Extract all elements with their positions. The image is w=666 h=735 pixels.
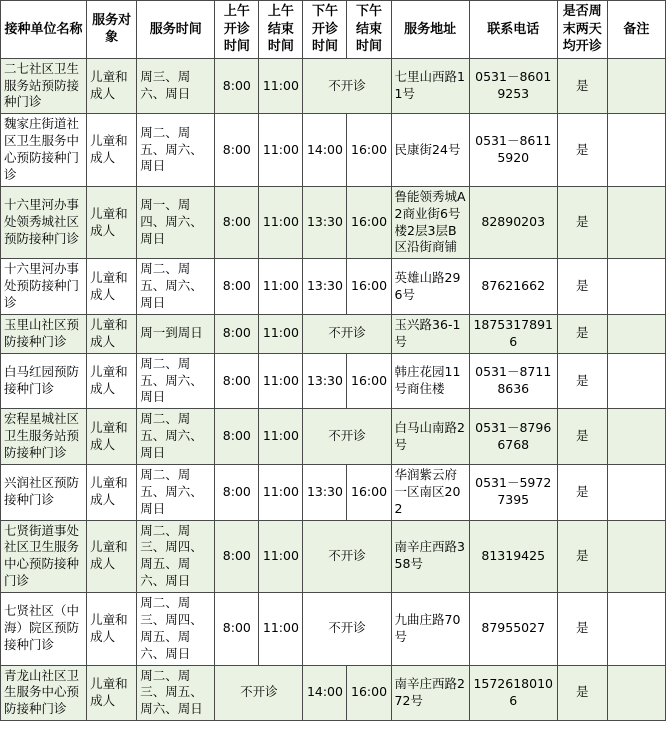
table-row	[1, 409, 666, 465]
cell-service-target: 儿童和成人	[87, 114, 137, 187]
cell-remark	[607, 314, 665, 353]
cell-service-target: 儿童和成人	[87, 665, 137, 721]
col-header-phone: 联系电话	[469, 1, 557, 59]
cell-address: 鲁能领秀城A2商业街6号楼2层3层B区沿街商铺	[391, 186, 469, 259]
cell-phone: 0531－87966768	[469, 409, 557, 465]
col-header-am-start: 上午开诊时间	[215, 1, 259, 59]
cell-phone: 18753178916	[469, 314, 557, 353]
cell-phone: 15726180106	[469, 665, 557, 721]
table-row	[1, 314, 666, 353]
cell-unit-name: 宏程星城社区卫生服务站预防接种门诊	[1, 409, 87, 465]
cell-am-start: 8:00	[215, 520, 259, 593]
cell-pm-start: 14:00	[303, 665, 347, 721]
cell-am-end: 11:00	[259, 58, 303, 114]
cell-pm-end: 16:00	[347, 114, 391, 187]
col-header-pm-end: 下午结束时间	[347, 1, 391, 59]
cell-service-days: 周二、周五、周六、周日	[137, 259, 215, 315]
cell-pm-end: 16:00	[347, 665, 391, 721]
cell-am-start: 8:00	[215, 58, 259, 114]
cell-remark	[607, 593, 665, 666]
cell-service-days: 周二、周三、周五、周六、周日	[137, 665, 215, 721]
cell-weekend-open: 是	[557, 409, 607, 465]
cell-service-days: 周二、周五、周六、周日	[137, 114, 215, 187]
cell-am-end: 11:00	[259, 593, 303, 666]
cell-service-days: 周三、周六、周日	[137, 58, 215, 114]
cell-am-start: 8:00	[215, 464, 259, 520]
cell-remark	[607, 186, 665, 259]
cell-unit-name: 七贤街道事处社区卫生服务中心预防接种门诊	[1, 520, 87, 593]
cell-phone: 0531－87118636	[469, 353, 557, 409]
table-row	[1, 114, 666, 187]
cell-pm-start: 13:30	[303, 464, 347, 520]
col-header-weekend: 是否周末两天均开诊	[557, 1, 607, 59]
cell-pm-closed: 不开诊	[303, 520, 391, 593]
cell-am-start: 8:00	[215, 114, 259, 187]
table-row	[1, 353, 666, 409]
cell-am-start: 8:00	[215, 186, 259, 259]
cell-service-days: 周二、周三、周四、周五、周六、周日	[137, 520, 215, 593]
col-header-pm-start: 下午开诊时间	[303, 1, 347, 59]
table-row	[1, 464, 666, 520]
table-row	[1, 520, 666, 593]
cell-phone: 87955027	[469, 593, 557, 666]
col-header-remark: 备注	[607, 1, 665, 59]
cell-phone: 0531－86019253	[469, 58, 557, 114]
cell-am-end: 11:00	[259, 259, 303, 315]
cell-pm-start: 14:00	[303, 114, 347, 187]
col-header-am-end: 上午结束时间	[259, 1, 303, 59]
cell-pm-closed: 不开诊	[303, 58, 391, 114]
cell-unit-name: 十六里河办事处领秀城社区预防接种门诊	[1, 186, 87, 259]
cell-phone: 0531－59727395	[469, 464, 557, 520]
table-row	[1, 259, 666, 315]
cell-remark	[607, 464, 665, 520]
cell-service-target: 儿童和成人	[87, 314, 137, 353]
cell-address: 七里山西路11号	[391, 58, 469, 114]
cell-remark	[607, 58, 665, 114]
table-row	[1, 186, 666, 259]
cell-pm-end: 16:00	[347, 353, 391, 409]
cell-address: 南辛庄西路272号	[391, 665, 469, 721]
cell-pm-start: 13:30	[303, 259, 347, 315]
cell-service-target: 儿童和成人	[87, 259, 137, 315]
cell-weekend-open: 是	[557, 353, 607, 409]
cell-unit-name: 十六里河办事处预防接种门诊	[1, 259, 87, 315]
cell-am-end: 11:00	[259, 314, 303, 353]
cell-am-end: 11:00	[259, 353, 303, 409]
cell-unit-name: 白马红园预防接种门诊	[1, 353, 87, 409]
cell-pm-closed: 不开诊	[303, 593, 391, 666]
cell-remark	[607, 259, 665, 315]
cell-remark	[607, 114, 665, 187]
cell-weekend-open: 是	[557, 520, 607, 593]
cell-phone: 87621662	[469, 259, 557, 315]
cell-address: 英雄山路296号	[391, 259, 469, 315]
cell-address: 九曲庄路70号	[391, 593, 469, 666]
cell-address: 民康街24号	[391, 114, 469, 187]
cell-service-days: 周一、周四、周六、周日	[137, 186, 215, 259]
cell-weekend-open: 是	[557, 314, 607, 353]
cell-address: 韩庄花园11号商住楼	[391, 353, 469, 409]
cell-am-end: 11:00	[259, 409, 303, 465]
cell-service-target: 儿童和成人	[87, 58, 137, 114]
cell-am-start: 8:00	[215, 409, 259, 465]
cell-service-days: 周二、周五、周六、周日	[137, 353, 215, 409]
col-header-target: 服务对象	[87, 1, 137, 59]
cell-service-target: 儿童和成人	[87, 520, 137, 593]
cell-address: 南辛庄西路358号	[391, 520, 469, 593]
cell-pm-closed: 不开诊	[303, 409, 391, 465]
cell-am-end: 11:00	[259, 186, 303, 259]
cell-phone: 81319425	[469, 520, 557, 593]
col-header-address: 服务地址	[391, 1, 469, 59]
cell-service-target: 儿童和成人	[87, 593, 137, 666]
cell-remark	[607, 665, 665, 721]
cell-unit-name: 七贤社区（中海）院区预防接种门诊	[1, 593, 87, 666]
table-row	[1, 58, 666, 114]
cell-remark	[607, 520, 665, 593]
cell-pm-end: 16:00	[347, 186, 391, 259]
cell-pm-end: 16:00	[347, 259, 391, 315]
cell-am-start: 8:00	[215, 259, 259, 315]
cell-service-target: 儿童和成人	[87, 353, 137, 409]
cell-weekend-open: 是	[557, 464, 607, 520]
cell-am-start: 8:00	[215, 314, 259, 353]
table-row	[1, 593, 666, 666]
cell-pm-closed: 不开诊	[303, 314, 391, 353]
table-body	[1, 58, 666, 721]
cell-weekend-open: 是	[557, 114, 607, 187]
cell-am-end: 11:00	[259, 520, 303, 593]
cell-address: 华润紫云府一区南区202	[391, 464, 469, 520]
cell-phone: 0531－86115920	[469, 114, 557, 187]
cell-unit-name: 魏家庄街道社区卫生服务中心预防接种门诊	[1, 114, 87, 187]
col-header-name: 接种单位名称	[1, 1, 87, 59]
cell-unit-name: 玉里山社区预防接种门诊	[1, 314, 87, 353]
cell-remark	[607, 409, 665, 465]
cell-am-start: 8:00	[215, 593, 259, 666]
cell-am-end: 11:00	[259, 114, 303, 187]
cell-unit-name: 二七社区卫生服务站预防接种门诊	[1, 58, 87, 114]
cell-unit-name: 兴润社区预防接种门诊	[1, 464, 87, 520]
cell-pm-start: 13:30	[303, 353, 347, 409]
cell-weekend-open: 是	[557, 186, 607, 259]
table-header-row	[1, 1, 666, 59]
cell-weekend-open: 是	[557, 593, 607, 666]
cell-am-closed: 不开诊	[215, 665, 303, 721]
cell-service-target: 儿童和成人	[87, 186, 137, 259]
cell-service-days: 周二、周五、周六、周日	[137, 464, 215, 520]
cell-am-end: 11:00	[259, 464, 303, 520]
cell-weekend-open: 是	[557, 58, 607, 114]
col-header-service-time: 服务时间	[137, 1, 215, 59]
cell-pm-end: 16:00	[347, 464, 391, 520]
cell-service-target: 儿童和成人	[87, 409, 137, 465]
cell-service-days: 周一到周日	[137, 314, 215, 353]
cell-address: 玉兴路36-1号	[391, 314, 469, 353]
cell-remark	[607, 353, 665, 409]
cell-service-days: 周二、周五、周六、周日	[137, 409, 215, 465]
cell-weekend-open: 是	[557, 665, 607, 721]
cell-unit-name: 青龙山社区卫生服务中心预防接种门诊	[1, 665, 87, 721]
cell-am-start: 8:00	[215, 353, 259, 409]
cell-service-days: 周二、周三、周四、周五、周六、周日	[137, 593, 215, 666]
cell-weekend-open: 是	[557, 259, 607, 315]
cell-phone: 82890203	[469, 186, 557, 259]
cell-service-target: 儿童和成人	[87, 464, 137, 520]
cell-address: 白马山南路2号	[391, 409, 469, 465]
table-row	[1, 665, 666, 721]
cell-pm-start: 13:30	[303, 186, 347, 259]
